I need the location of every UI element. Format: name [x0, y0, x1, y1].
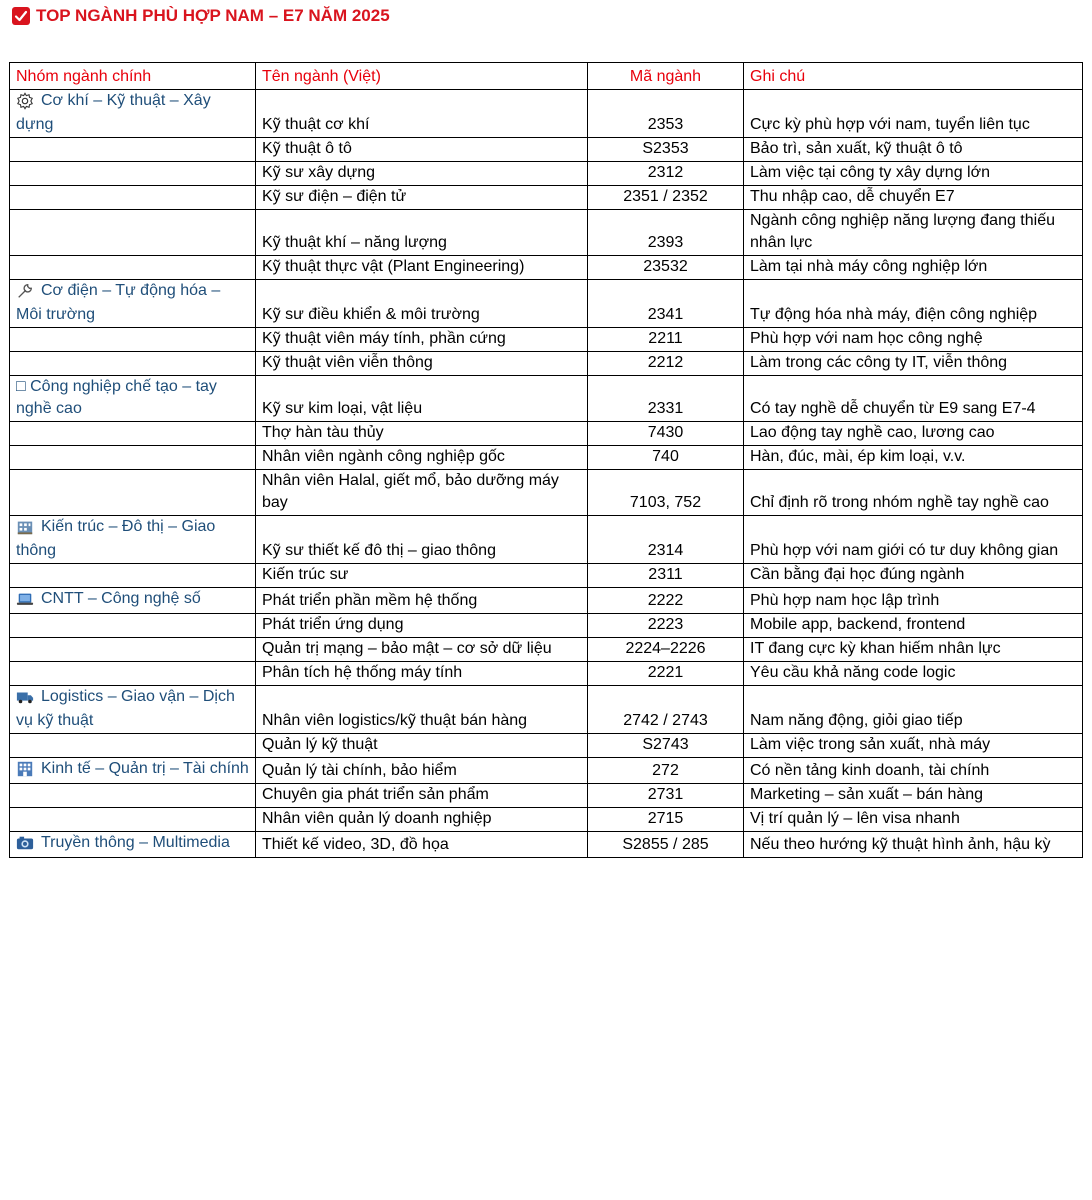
group-cell: [10, 638, 256, 662]
group-cell: [10, 376, 256, 422]
career-name: Chuyên gia phát triển sản phẩm: [256, 784, 588, 808]
group-cell: [10, 686, 256, 734]
career-name: Kỹ sư kim loại, vật liệu: [256, 376, 588, 422]
career-code: 2742 / 2743: [588, 686, 744, 734]
career-code: 272: [588, 758, 744, 784]
career-code: S2855 / 285: [588, 832, 744, 858]
career-table: [9, 62, 1083, 858]
group-cell: [10, 328, 256, 352]
table-row: [10, 422, 1083, 446]
career-note: Ngành công nghiệp năng lượng đang thiếu nhân lực: [744, 210, 1083, 256]
group-label: CNTT – Công nghệ số: [41, 590, 201, 607]
career-note: Có nền tảng kinh doanh, tài chính: [744, 758, 1083, 784]
group-cell: [10, 588, 256, 614]
table-row: [10, 90, 1083, 138]
career-code: 2331: [588, 376, 744, 422]
table-row: [10, 734, 1083, 758]
camera-icon: [16, 834, 37, 856]
career-note: IT đang cực kỳ khan hiếm nhân lực: [744, 638, 1083, 662]
table-row: [10, 328, 1083, 352]
career-note: Cần bằng đại học đúng ngành: [744, 564, 1083, 588]
header-name: Tên ngành (Việt): [256, 63, 588, 90]
group-cell: [10, 446, 256, 470]
group-cell: [10, 470, 256, 516]
career-note: Mobile app, backend, frontend: [744, 614, 1083, 638]
table-row: [10, 638, 1083, 662]
career-note: Nếu theo hướng kỹ thuật hình ảnh, hậu kỳ: [744, 832, 1083, 858]
table-row: [10, 186, 1083, 210]
career-note: Yêu cầu khả năng code logic: [744, 662, 1083, 686]
career-name: Thiết kế video, 3D, đồ họa: [256, 832, 588, 858]
group-label: □ Công nghiệp chế tạo – tay nghề cao: [16, 378, 217, 417]
table-row: [10, 686, 1083, 734]
career-name: Phát triển ứng dụng: [256, 614, 588, 638]
career-note: Có tay nghề dễ chuyển từ E9 sang E7-4: [744, 376, 1083, 422]
group-cell: [10, 210, 256, 256]
table-row: [10, 662, 1083, 686]
header-code: Mã ngành: [588, 63, 744, 90]
career-name: Kỹ sư điện – điện tử: [256, 186, 588, 210]
career-name: Phân tích hệ thống máy tính: [256, 662, 588, 686]
group-cell: [10, 352, 256, 376]
table-row: [10, 614, 1083, 638]
career-name: Kỹ thuật cơ khí: [256, 90, 588, 138]
career-note: Lao động tay nghề cao, lương cao: [744, 422, 1083, 446]
career-note: Cực kỳ phù hợp với nam, tuyển liên tục: [744, 90, 1083, 138]
career-code: 2221: [588, 662, 744, 686]
career-name: Kỹ thuật thực vật (Plant Engineering): [256, 256, 588, 280]
group-label: Cơ điện – Tự động hóa – Môi trường: [16, 282, 221, 323]
group-cell: [10, 808, 256, 832]
career-note: Làm việc trong sản xuất, nhà máy: [744, 734, 1083, 758]
career-code: S2353: [588, 138, 744, 162]
career-name: Quản lý kỹ thuật: [256, 734, 588, 758]
career-name: Kiến trúc sư: [256, 564, 588, 588]
truck-icon: [16, 688, 37, 710]
career-code: 2351 / 2352: [588, 186, 744, 210]
table-row: [10, 162, 1083, 186]
career-code: 740: [588, 446, 744, 470]
career-name: Phát triển phần mềm hệ thống: [256, 588, 588, 614]
career-note: Làm tại nhà máy công nghiệp lớn: [744, 256, 1083, 280]
group-cell: [10, 734, 256, 758]
group-label: Logistics – Giao vận – Dịch vụ kỹ thuật: [16, 688, 235, 729]
career-note: Nam năng động, giỏi giao tiếp: [744, 686, 1083, 734]
page-title-wrap: [12, 6, 390, 26]
career-note: Thu nhập cao, dễ chuyển E7: [744, 186, 1083, 210]
table-row: [10, 588, 1083, 614]
career-name: Nhân viên logistics/kỹ thuật bán hàng: [256, 686, 588, 734]
table-row: [10, 832, 1083, 858]
table-row: [10, 808, 1083, 832]
career-code: 7430: [588, 422, 744, 446]
career-code: 2731: [588, 784, 744, 808]
career-name: Nhân viên ngành công nghiệp gốc: [256, 446, 588, 470]
group-cell: [10, 90, 256, 138]
table-row: [10, 516, 1083, 564]
group-cell: [10, 784, 256, 808]
table-row: [10, 470, 1083, 516]
career-note: Chỉ định rõ trong nhóm nghề tay nghề cao: [744, 470, 1083, 516]
table-header-row: [10, 63, 1083, 90]
table-row: [10, 376, 1083, 422]
career-note: Phù hợp với nam học công nghệ: [744, 328, 1083, 352]
table-row: [10, 256, 1083, 280]
career-code: 7103, 752: [588, 470, 744, 516]
career-note: Tự động hóa nhà máy, điện công nghiệp: [744, 280, 1083, 328]
group-cell: [10, 662, 256, 686]
wrench-icon: [16, 282, 37, 304]
career-code: 2312: [588, 162, 744, 186]
table-row: [10, 280, 1083, 328]
career-note: Hàn, đúc, mài, ép kim loại, v.v.: [744, 446, 1083, 470]
career-code: 2311: [588, 564, 744, 588]
career-note: Phù hợp nam học lập trình: [744, 588, 1083, 614]
group-cell: [10, 758, 256, 784]
career-name: Kỹ thuật ô tô: [256, 138, 588, 162]
career-code: S2743: [588, 734, 744, 758]
laptop-icon: [16, 590, 37, 612]
building-icon: [16, 518, 37, 540]
career-name: Kỹ sư xây dựng: [256, 162, 588, 186]
group-cell: [10, 422, 256, 446]
career-code: 2223: [588, 614, 744, 638]
header-note: Ghi chú: [744, 63, 1083, 90]
group-cell: [10, 516, 256, 564]
group-cell: [10, 280, 256, 328]
career-code: 2212: [588, 352, 744, 376]
group-cell: [10, 614, 256, 638]
career-name: Quản lý tài chính, bảo hiểm: [256, 758, 588, 784]
career-code: 2222: [588, 588, 744, 614]
career-name: Kỹ thuật viên máy tính, phần cứng: [256, 328, 588, 352]
career-note: Bảo trì, sản xuất, kỹ thuật ô tô: [744, 138, 1083, 162]
career-code: 2715: [588, 808, 744, 832]
career-code: 2393: [588, 210, 744, 256]
career-name: Quản trị mạng – bảo mật – cơ sở dữ liệu: [256, 638, 588, 662]
group-cell: [10, 256, 256, 280]
office-icon: [16, 760, 37, 782]
career-name: Nhân viên quản lý doanh nghiệp: [256, 808, 588, 832]
career-note: Marketing – sản xuất – bán hàng: [744, 784, 1083, 808]
table-row: [10, 564, 1083, 588]
career-code: 23532: [588, 256, 744, 280]
career-name: Kỹ thuật khí – năng lượng: [256, 210, 588, 256]
group-cell: [10, 162, 256, 186]
group-label: Truyền thông – Multimedia: [41, 834, 230, 851]
group-cell: [10, 564, 256, 588]
career-name: Kỹ sư thiết kế đô thị – giao thông: [256, 516, 588, 564]
table-row: [10, 352, 1083, 376]
table-row: [10, 758, 1083, 784]
group-label: Kiến trúc – Đô thị – Giao thông: [16, 518, 216, 559]
gear-icon: [16, 92, 37, 114]
table-row: [10, 446, 1083, 470]
career-code: 2211: [588, 328, 744, 352]
career-name: Thợ hàn tàu thủy: [256, 422, 588, 446]
table-row: [10, 138, 1083, 162]
career-note: Vị trí quản lý – lên visa nhanh: [744, 808, 1083, 832]
page-title: TOP NGÀNH PHÙ HỢP NAM – E7 NĂM 2025: [36, 6, 390, 25]
career-code: 2224–2226: [588, 638, 744, 662]
career-code: 2353: [588, 90, 744, 138]
table-row: [10, 784, 1083, 808]
table-row: [10, 210, 1083, 256]
career-code: 2314: [588, 516, 744, 564]
group-cell: [10, 138, 256, 162]
group-label: Cơ khí – Kỹ thuật – Xây dựng: [16, 92, 211, 133]
career-note: Làm trong các công ty IT, viễn thông: [744, 352, 1083, 376]
group-label: Kinh tế – Quản trị – Tài chính: [41, 760, 249, 777]
group-cell: [10, 832, 256, 858]
career-name: Kỹ thuật viên viễn thông: [256, 352, 588, 376]
career-note: Làm việc tại công ty xây dựng lớn: [744, 162, 1083, 186]
header-group: Nhóm ngành chính: [10, 63, 256, 90]
career-code: 2341: [588, 280, 744, 328]
career-name: Kỹ sư điều khiển & môi trường: [256, 280, 588, 328]
check-icon: [12, 7, 30, 25]
career-note: Phù hợp với nam giới có tư duy không gian: [744, 516, 1083, 564]
career-name: Nhân viên Halal, giết mổ, bảo dưỡng máy bay: [256, 470, 588, 516]
group-cell: [10, 186, 256, 210]
